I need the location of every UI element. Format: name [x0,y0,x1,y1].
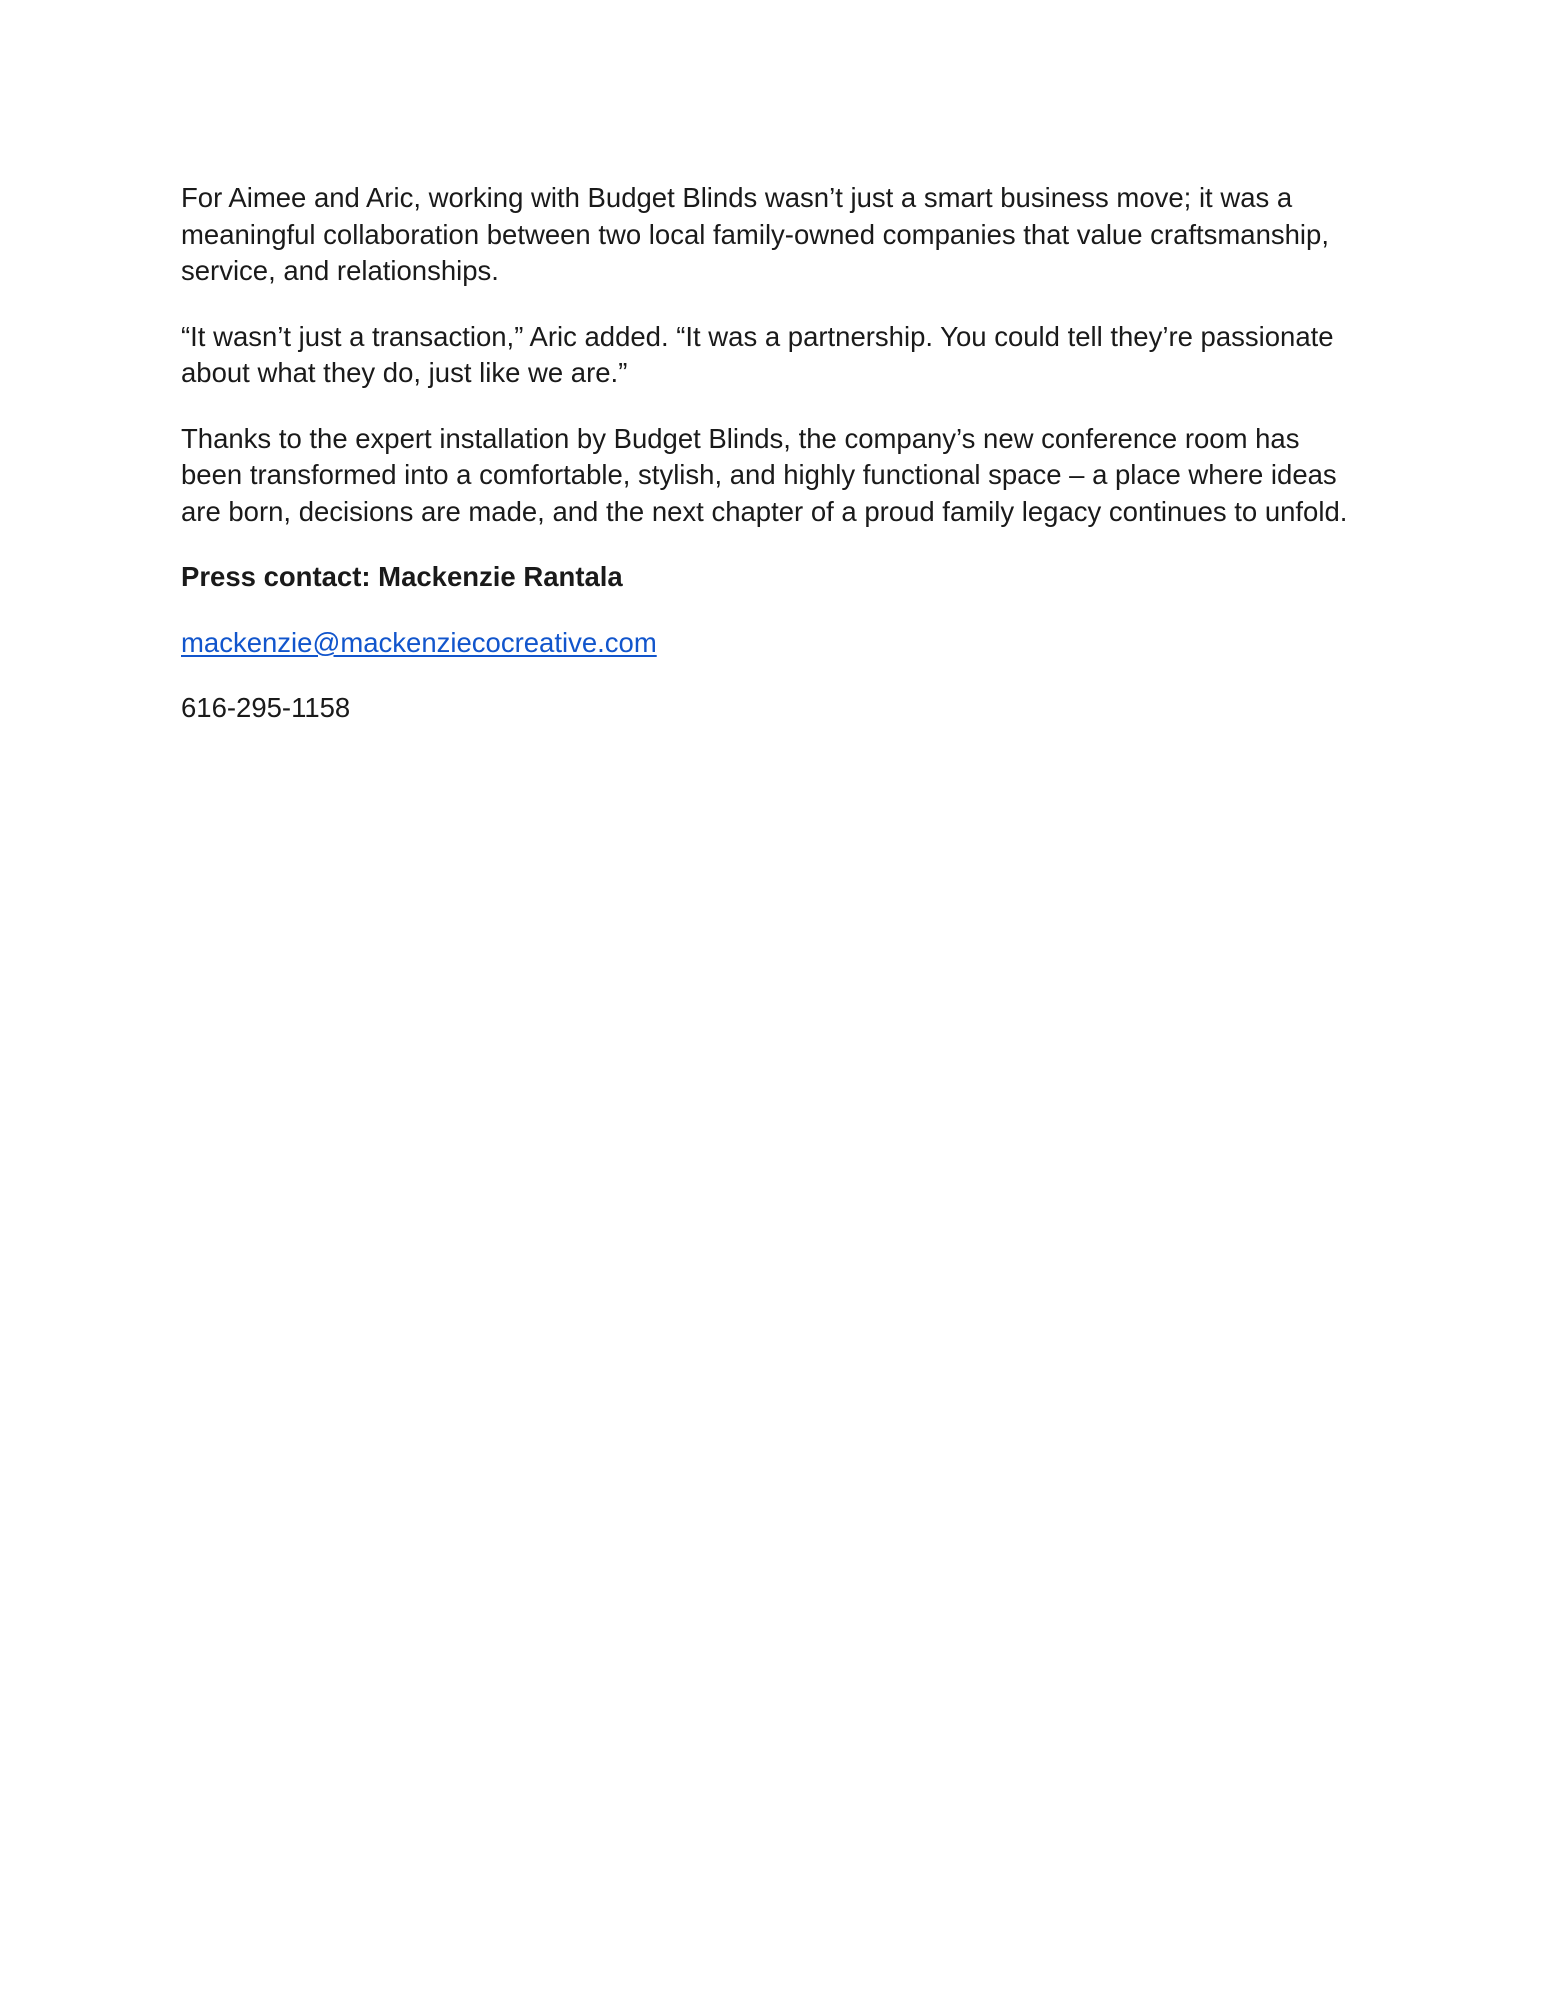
email-paragraph [181,625,1381,662]
phone-number: 616-295-1158 [181,692,351,723]
body-paragraph-1: For Aimee and Aric, working with Budget Blinds wasn’t just a smart business move; it was a meaningful collaboration between two local family-owned companies that value craftsmanship, service, and relationships. [181,182,1329,286]
document-body [181,180,1381,756]
body-paragraph-3: Thanks to the expert installation by Budget Blinds, the company’s new conference room has been transformed into a comfortable, stylish, and highly functional space – a place where ideas are born, decisions are made, and the next chapter of a proud family legacy continues to unfold. [181,422,1348,527]
email-link[interactable]: mackenzie@mackenziecocreative.com [181,626,657,658]
press-contact-heading: Press contact: Mackenzie Rantala [181,561,623,592]
body-paragraph-2: “It wasn’t just a transaction,” Aric added. “It was a partnership. You could tell they’re passionate about what they do, just like we are.” [181,320,1334,388]
